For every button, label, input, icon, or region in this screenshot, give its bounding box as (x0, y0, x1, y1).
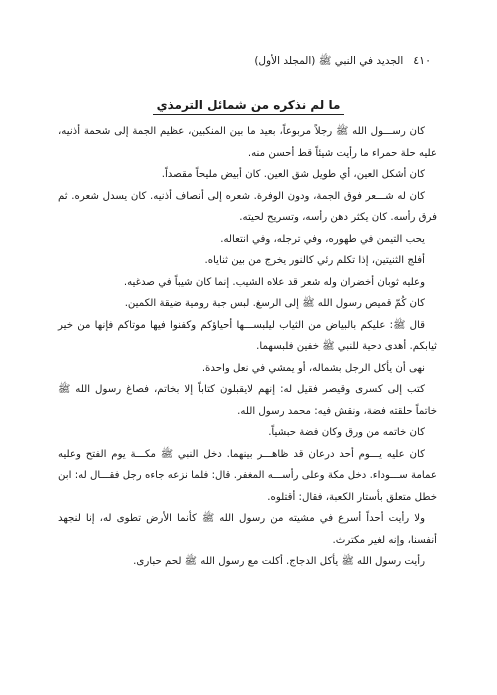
paragraph: كان رســـول الله ﷺ رجلاً مربوعاً، بعيد ما بين المنكبين، عظيم الجمة إلى شحمة أذنيه، عليه حلة حمراء ما رأيت شيئاً قط أحسن منه. (58, 126, 437, 159)
paragraph: ولا رأيت أحداً أسرع في مشيته من رسول الله ﷺ كأنما الأرض تطوى له، إنا لنجهد أنفسنا، وإنه لغير مكترث. (58, 513, 437, 546)
paragraph: أفلج الثنيتين، إذا تكلم رئي كالنور يخرج من بين ثناياه. (204, 255, 425, 266)
paragraph: يحب التيمن في طهوره، وفي ترجله، وفي انتعاله. (220, 233, 425, 245)
section-title: ما لم نذكره من شمائل الترمذي (153, 98, 345, 115)
paragraph: كان عليه يـــوم أحد درعان قد ظاهـــر بينهما. دخل النبي ﷺ مكـــة يوم الفتح وعليه عمامة ســـوداء. دخل مكة وعلى رأســـه المغفر. قال: فلما نزعه جاءه رجل فقـــال له: ابن خطل متعلق بأستار الكعبة، فقال: أقتلوه. (58, 448, 437, 503)
body-text (58, 121, 437, 573)
section-title-wrap (100, 98, 397, 115)
paragraph: قال ﷺ: عليكم بالبياض من الثياب ليلبســـها أحياؤكم وكفنوا فيها موتاكم فإنها من خير ثيابكم. أهدى دحية للنبي ﷺ خفين فلبسهما. (58, 319, 437, 352)
paragraph: كتب إلى كسرى وقيصر فقيل له: إنهم لايقبلون كتاباً إلا بخاتم، فصاغ رسول الله ﷺ خاتماً حلقته فضة، ونقش فيه: محمد رسول الله. (58, 384, 437, 417)
paragraph: كان أشكل العين، أي طويل شق العين. كان أبيض مليحاً مقصداً. (161, 169, 425, 180)
paragraph: نهى أن يأكل الرجل بشماله، أو يمشي في نعل واحدة. (201, 362, 425, 374)
paragraph: وعليه ثوبان أخضران وله شعر قد علاه الشيب. إنما كان شيباً في صدغيه. (123, 276, 425, 288)
page-number: ٤١٠ (413, 54, 431, 67)
running-title: الجديد في النبي ﷺ (المجلد الأول) (254, 55, 404, 67)
paragraph: كان كُمّ قميص رسول الله ﷺ إلى الرسغ. لبس جبة رومية ضيقة الكمين. (124, 298, 425, 309)
paragraph: كان خاتمه من ورق وكان فضة حبشياً. (268, 427, 425, 438)
paragraph: رأيت رسول الله ﷺ يأكل الدجاج. أكلت مع رسول الله ﷺ لحم حبارى. (133, 556, 425, 567)
running-header (66, 54, 431, 72)
paragraph: كان له شـــعر فوق الجمة، ودون الوفرة. شعره إلى أنصاف أذنيه. كان يسدل شعره. ثم فرق رأسه. كان يكثر دهن رأسه، وتسريح لحيته. (58, 190, 437, 223)
